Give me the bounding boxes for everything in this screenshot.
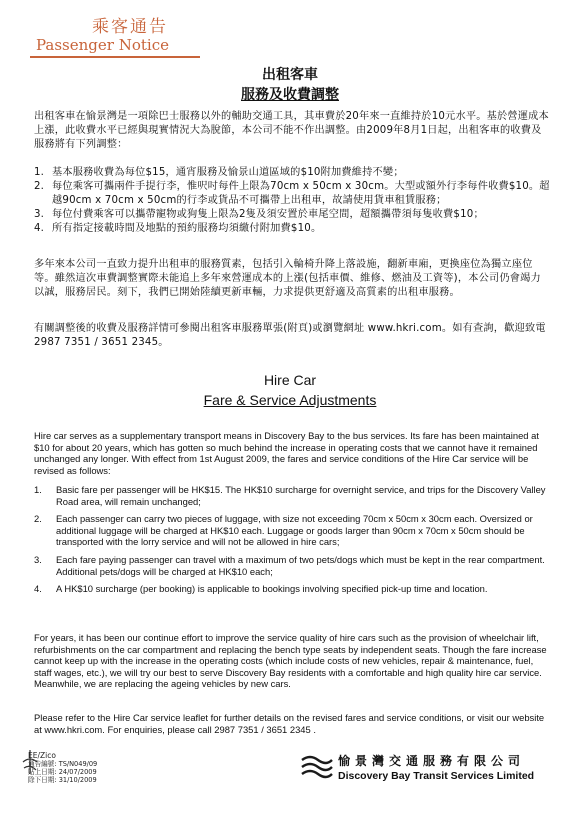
item-text: 基本服務收費為每位$15，通宵服務及愉景山道區域的$10附加費維持不變；	[52, 167, 404, 178]
item-text: Basic fare per passenger will be HK$15. The HK$10 surcharge for overnight service, and trips for the Discovery Valley Road area, will remain unchanged;	[56, 484, 546, 507]
item-text: Each passenger can carry two pieces of luggage, with size not exceeding 70cm x 50cm x 30cm each. Oversized or additional luggage will be charged at HK$10 each. Luggage or goods larger than 90cm x 70cm x 50cm should be transported with the lorry service and will not be allowed in hire cars;	[56, 513, 533, 548]
item-text: 每位付費乘客可以攜帶寵物或狗隻上限為2隻及須安置於車尾空間，超額攜帶須每隻收費$10；	[52, 209, 484, 220]
item-number: 2.	[34, 181, 45, 192]
subtitle-en: Fare & Service Adjustments	[203, 392, 377, 408]
ref-line: 通告編號: TS/N049/09	[28, 760, 98, 768]
item-number: 2.	[34, 513, 42, 525]
title-en: Hire Car	[263, 372, 317, 388]
company-name-en: Discovery Bay Transit Services Limited	[338, 770, 535, 782]
item-text: A HK$10 surcharge (per booking) is applicable to bookings involving specified pick-up time and location.	[56, 583, 488, 595]
ref-line: 貼上日期: 24/07/2009	[28, 768, 97, 776]
item-number: 3.	[34, 209, 45, 220]
para2-en: For years, it has been our continue effort to improve the service quality of hire cars such as the provision of wheelchair lift, refurbishments on the car compartment and replacing the bench type seats by independent seats. Though the fare increase cannot keep up with the increase in the operating costs (which include costs of new vehicles, repair & maintenance, fuel, staff wages, etc.), we will try our best to serve Discovery Bay residents with a comfortable and high quality hire car service. Meanwhile, we are replacing the ageing vehicles by new cars.	[34, 632, 547, 690]
para3-zh: 有關調整後的收費及服務詳情可參閱出租客車服務單張(附頁)或瀏覽網址 www.hkri.com。如有查詢，歡迎致電2987 7351 / 3651 2345。	[34, 323, 546, 348]
company-signature	[300, 750, 560, 790]
intro-zh: 出租客車在愉景灣是一項除巴士服務以外的輔助交通工具，其車費於20年來一直維持於10元水平。基於營運成本上漲，此收費水平已經與現實情況大為脫節，本公司不能不作出調整。由2009年8月1日起，出租客車的收費及服務將有下列調整：	[34, 111, 549, 150]
item-number: 4.	[34, 223, 45, 234]
company-logo-icon	[300, 754, 334, 780]
list-item	[34, 166, 550, 180]
item-number: 4.	[34, 583, 42, 595]
list-item	[34, 554, 550, 577]
passenger-notice-stamp	[30, 8, 210, 60]
items-zh	[34, 166, 550, 236]
stamp-underline	[30, 56, 200, 58]
stamp-zh: 乘客通告	[92, 17, 168, 37]
intro-en: Hire car serves as a supplementary transport means in Discovery Bay to the bus services. Its fare has been maintained at $10 for about 20 years, which has gotten so much behind the increase in operating costs that we cannot have it remained unchanged any longer. With effect from 1st August 2009, the fares and service conditions of the Hire Car service will be revised as follows:	[34, 430, 539, 476]
item-number: 3.	[34, 553, 42, 565]
ref-line: 除下日期: 31/10/2009	[28, 776, 97, 784]
para2-zh: 多年來本公司一直致力提升出租車的服務質素，包括引入輪椅升降上落設施，翻新車廂，更換座位為獨立座位等。雖然這次車費調整實際未能追上多年來營運成本的上漲(包括車價、維修、燃油及工資等)，本公司仍會竭力以誠，服務居民。刻下，我們已開始陸續更新車輛，力求提供更舒適及高質素的出租車服務。	[34, 259, 541, 298]
list-item	[34, 208, 550, 222]
list-item	[34, 222, 550, 236]
list-item	[34, 513, 550, 548]
notice-reference	[28, 752, 138, 784]
company-name-zh: 愉景灣交通服務有限公司	[338, 754, 526, 768]
list-item	[34, 583, 550, 595]
item-number: 1.	[34, 484, 42, 495]
item-text: 每位乘客可攜兩件手提行李，惟呎吋每件上限為70cm x 50cm x 30cm。大型或額外行李每件收費$10。超越90cm x 70cm x 50cm的行李或貨品不可攜帶上出租車，故請使用貨車租賃服務；	[52, 181, 550, 206]
title-zh: 出租客車	[262, 67, 318, 83]
para3-en: Please refer to the Hire Car service leaflet for further details on the revised fares and service conditions, or visit our website at www.hkri.com. For enquiries, please call 2987 7351 / 3651 2345 .	[34, 712, 545, 735]
subtitle-zh: 服務及收費調整	[241, 87, 339, 103]
stamp-en: Passenger Notice	[36, 36, 169, 54]
item-text: 所有指定接載時間及地點的預約服務均須繳付附加費$10。	[52, 223, 322, 234]
ref-initials: EE/Zico	[28, 751, 56, 760]
item-number: 1.	[34, 167, 45, 178]
list-item	[34, 484, 550, 507]
item-text: Each fare paying passenger can travel with a maximum of two pets/dogs which must be kept in the rear compartment. Additional pets/dogs will be charged at HK$10 each;	[56, 553, 545, 577]
items-en	[34, 484, 550, 601]
list-item	[34, 180, 550, 208]
